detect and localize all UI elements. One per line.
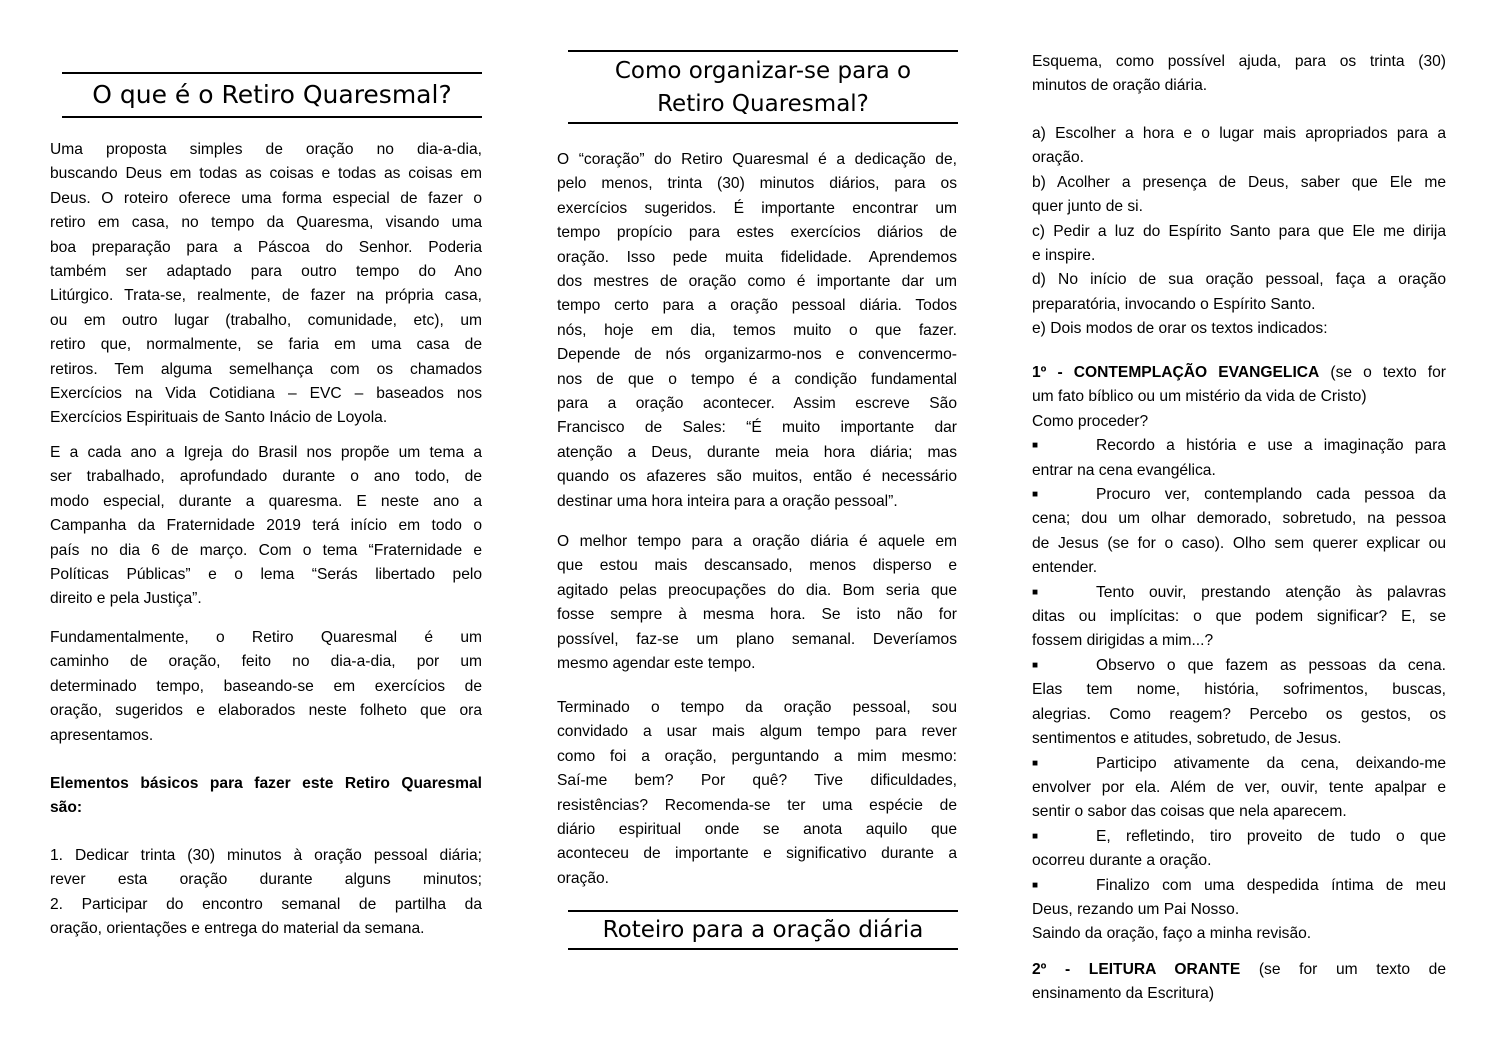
text-line: Terminado o tempo da oração pessoal, sou <box>557 699 957 716</box>
mode1-question: Como proceder? <box>1032 412 1149 430</box>
text-line: O melhor tempo para a oração diária é aquele em <box>557 533 957 550</box>
text-line: apresentamos. <box>50 726 154 744</box>
bullet-continuation: cena; dou um olhar demorado, sobretudo, na pessoa <box>1032 510 1446 528</box>
bullet-item <box>1032 434 1446 458</box>
bullet-text: Finalizo com uma despedida íntima de meu <box>1096 876 1446 894</box>
bullet-text: Tento ouvir, prestando atenção às palavras <box>1096 583 1446 601</box>
heading-text: Roteiro para a oração diária <box>602 917 924 943</box>
text-line: dos mestres de oração como é importante dar um <box>557 273 957 291</box>
text-line: oração. Isso pede muita fidelidade. Aprendemos <box>557 248 957 266</box>
text-line: nós, hoje em dia, temos muito o que fazer. <box>557 321 957 339</box>
bullet-continuation: Deus, rezando um Pai Nosso. <box>1032 900 1240 918</box>
bullet-continuation: ditas ou implícitas: o que podem significar? E, se <box>1032 608 1446 626</box>
text-line: Elementos básicos para fazer este Retiro Quaresmal <box>50 775 482 792</box>
text-line: retiros. Tem alguma semelhança com os chamados <box>50 360 482 378</box>
text-line: O “coração” do Retiro Quaresmal é a dedicação de, <box>557 151 957 168</box>
mode1-closing: Saindo da oração, faço a minha revisão. <box>1032 925 1312 943</box>
text-line: direito e pela Justiça”. <box>50 590 202 608</box>
step-line: e) Dois modos de orar os textos indicados: <box>1032 320 1328 338</box>
text-line: convidado a usar mais algum tempo para rever <box>557 723 957 741</box>
col1-paragraph-2 <box>50 441 482 612</box>
step-line: quer junto de si. <box>1032 198 1143 216</box>
text-line: Esquema, como possível ajuda, para os trinta (30) <box>1032 53 1446 70</box>
bullet-item <box>1032 654 1446 678</box>
square-bullet-icon: ■ <box>1032 830 1039 842</box>
text-line: retiro em casa, no tempo da Quaresma, visando uma <box>50 214 482 232</box>
bullet-continuation: sentir o sabor das coisas que nela aparecem. <box>1032 803 1347 821</box>
text-line: Exercícios Espirituais de Santo Inácio de Loyola. <box>50 409 388 427</box>
heading-text: O que é o Retiro Quaresmal? <box>92 80 452 109</box>
text-line: Deus. O roteiro oferece uma forma especial de fazer o <box>50 189 482 207</box>
text-line: que estou mais descansado, menos disperso e <box>557 557 957 575</box>
text-line: tempo certo para a oração pessoal diária. Todos <box>557 297 957 315</box>
bullet-continuation: entrar na cena evangélica. <box>1032 461 1216 479</box>
text-line: possível, faz-se um plano semanal. Deveríamos <box>557 630 957 648</box>
step-line: c) Pedir a luz do Espírito Santo para que Ele me dirija <box>1032 222 1446 240</box>
text-line: Saí-me bem? Por quê? Tive dificuldades, <box>557 772 957 790</box>
col3-mode2 <box>1032 958 1446 1007</box>
text-line: Campanha da Fraternidade 2019 terá início em todo o <box>50 517 482 535</box>
text-line: E a cada ano a Igreja do Brasil nos propõe um tema a <box>50 444 482 461</box>
col2-paragraph-1 <box>557 148 957 514</box>
text-line: atenção a Deus, durante meia hora diária; mas <box>557 443 957 461</box>
col3-mode1 <box>1032 361 1446 947</box>
bullet-continuation: fossem dirigidas a mim...? <box>1032 632 1214 650</box>
text-line: determinado tempo, baseando-se em exercícios de <box>50 677 482 695</box>
text-line: diário espiritual onde se anota aquilo que <box>557 821 957 839</box>
text-line: exercícios sugeridos. É importante encontrar um <box>557 199 957 217</box>
step-line: b) Acolher a presença de Deus, saber que Ele me <box>1032 173 1446 191</box>
list-item-line: 2. Participar do encontro semanal de partilha da <box>50 895 482 913</box>
col1-elements-list <box>50 844 482 942</box>
step-line: a) Escolher a hora e o lugar mais apropriados para a <box>1032 125 1446 142</box>
text-line: mesmo agendar este tempo. <box>557 655 756 673</box>
text-line: ou em outro lugar (trabalho, comunidade, etc), um <box>50 311 482 329</box>
text-line: buscando Deus em todas as coisas e todas as coisas em <box>50 165 482 183</box>
bullet-item <box>1032 483 1446 507</box>
text-line: como foi a oração, perguntando a mim mesmo: <box>557 747 957 765</box>
heading-how-to-organize <box>568 50 958 124</box>
heading-daily-prayer-guide <box>568 910 958 950</box>
bullet-item <box>1032 752 1446 776</box>
square-bullet-icon: ■ <box>1032 879 1039 891</box>
text-line: destinar uma hora inteira para a oração pessoal”. <box>557 492 898 510</box>
step-line: preparatória, invocando o Espírito Santo. <box>1032 295 1316 313</box>
col3-steps-list <box>1032 122 1446 342</box>
text-line: nos de que o tempo é a condição fundamental <box>557 370 957 388</box>
text-line: fosse sempre à mesma hora. Se isto não for <box>557 606 957 624</box>
mode1-title-rest: (se o texto for <box>1319 364 1446 381</box>
bullet-text: E, refletindo, tiro proveito de tudo o que <box>1096 827 1446 845</box>
bullet-continuation: Elas tem nome, história, sofrimentos, buscas, <box>1032 681 1446 699</box>
mode2-title-line2: ensinamento da Escritura) <box>1032 985 1215 1003</box>
bullet-text: Participo ativamente da cena, deixando-me <box>1096 754 1446 772</box>
heading-what-is-retreat <box>62 72 482 118</box>
heading-line-1: Como organizar-se para o <box>614 58 912 84</box>
text-line: Depende de nós organizarmo-nos e convencermo- <box>557 346 957 364</box>
text-line: ser trabalhado, aprofundado durante o ano todo, de <box>50 468 482 486</box>
square-bullet-icon: ■ <box>1032 489 1039 501</box>
text-line: agitado pelas preocupações do dia. Bom seria que <box>557 581 957 599</box>
col1-elements-heading <box>50 772 482 821</box>
text-line: para a oração acontecer. Assim escreve São <box>557 395 957 413</box>
list-item-line: oração, orientações e entrega do material da semana. <box>50 920 425 938</box>
text-line: aconteceu de importante e significativo durante a <box>557 845 957 863</box>
bullet-text: Procuro ver, contemplando cada pessoa da <box>1096 486 1446 504</box>
text-line: oração, sugeridos e elaborados neste folheto que ora <box>50 702 482 720</box>
heading-line-2: Retiro Quaresmal? <box>657 91 869 117</box>
text-line: tempo propício para estes exercícios diários de <box>557 224 957 242</box>
bullet-text: Recordo a história e use a imaginação para <box>1096 437 1446 455</box>
square-bullet-icon: ■ <box>1032 757 1039 769</box>
square-bullet-icon: ■ <box>1032 659 1039 671</box>
text-line: também ser adaptado para outro tempo do Ano <box>50 263 482 281</box>
list-item-line: rever esta oração durante alguns minutos; <box>50 871 482 889</box>
text-line: resistências? Recomenda-se ter uma espécie de <box>557 796 957 814</box>
square-bullet-icon: ■ <box>1032 440 1039 452</box>
col3-intro <box>1032 50 1446 99</box>
col2-paragraph-3 <box>557 696 957 891</box>
text-line: Fundamentalmente, o Retiro Quaresmal é um <box>50 629 482 646</box>
text-line: Exercícios na Vida Cotidiana – EVC – baseados nos <box>50 385 482 403</box>
text-line: pelo menos, trinta (30) minutos diários, para os <box>557 175 957 193</box>
text-line: Uma proposta simples de oração no dia-a-dia, <box>50 141 482 158</box>
text-line: oração. <box>557 869 610 887</box>
square-bullet-icon: ■ <box>1032 586 1039 598</box>
step-line: d) No início de sua oração pessoal, faça a oração <box>1032 271 1446 289</box>
bullet-continuation: entender. <box>1032 559 1098 577</box>
text-line: modo especial, durante a quaresma. E neste ano a <box>50 492 482 510</box>
text-line: minutos de oração diária. <box>1032 77 1208 95</box>
text-line: retiro que, normalmente, se faria em uma casa de <box>50 336 482 354</box>
bullet-continuation: sentimentos e atitudes, sobretudo, de Jesus. <box>1032 730 1342 748</box>
mode2-title-bold: 2º - LEITURA ORANTE <box>1032 961 1241 978</box>
bullet-item <box>1032 874 1446 898</box>
text-line: caminho de oração, feito no dia-a-dia, por um <box>50 653 482 671</box>
bullet-continuation: de Jesus (se for o caso). Olho sem querer explicar ou <box>1032 534 1446 552</box>
bullet-continuation: alegrias. Como reagem? Percebo os gestos, os <box>1032 705 1446 723</box>
text-line: são: <box>50 799 83 817</box>
step-line: e inspire. <box>1032 247 1096 265</box>
text-line: Litúrgico. Trata-se, realmente, de fazer na própria casa, <box>50 287 482 305</box>
bullet-item <box>1032 581 1446 605</box>
mode1-bullets <box>1032 434 1446 922</box>
bullet-continuation: ocorreu durante a oração. <box>1032 852 1212 870</box>
text-line: país no dia 6 de março. Com o tema “Fraternidade e <box>50 541 482 559</box>
mode1-title-bold: 1º - CONTEMPLAÇÃO EVANGELICA <box>1032 364 1320 381</box>
bullet-item <box>1032 825 1446 849</box>
mode1-title <box>1032 361 1446 385</box>
text-line: Francisco de Sales: “É muito importante dar <box>557 419 957 437</box>
mode2-title-rest: (se for um texto de <box>1240 961 1447 978</box>
col1-paragraph-3 <box>50 626 482 748</box>
col1-paragraph-1 <box>50 138 482 431</box>
list-item-line: 1. Dedicar trinta (30) minutos à oração pessoal diária; <box>50 847 482 864</box>
text-line: Políticas Públicas” e o lema “Serás libertado pelo <box>50 566 482 584</box>
mode1-title-line2: um fato bíblico ou um mistério da vida de Cristo) <box>1032 388 1367 406</box>
step-line: oração. <box>1032 149 1085 167</box>
bullet-continuation: envolver por ela. Além de ver, ouvir, tente apalpar e <box>1032 778 1446 796</box>
col2-paragraph-2 <box>557 530 957 676</box>
text-line: boa preparação para a Páscoa do Senhor. Poderia <box>50 238 482 256</box>
bullet-text: Observo o que fazem as pessoas da cena. <box>1096 656 1446 674</box>
text-line: quando os afazeres são muitos, então é necessário <box>557 468 957 486</box>
mode2-title <box>1032 958 1446 982</box>
